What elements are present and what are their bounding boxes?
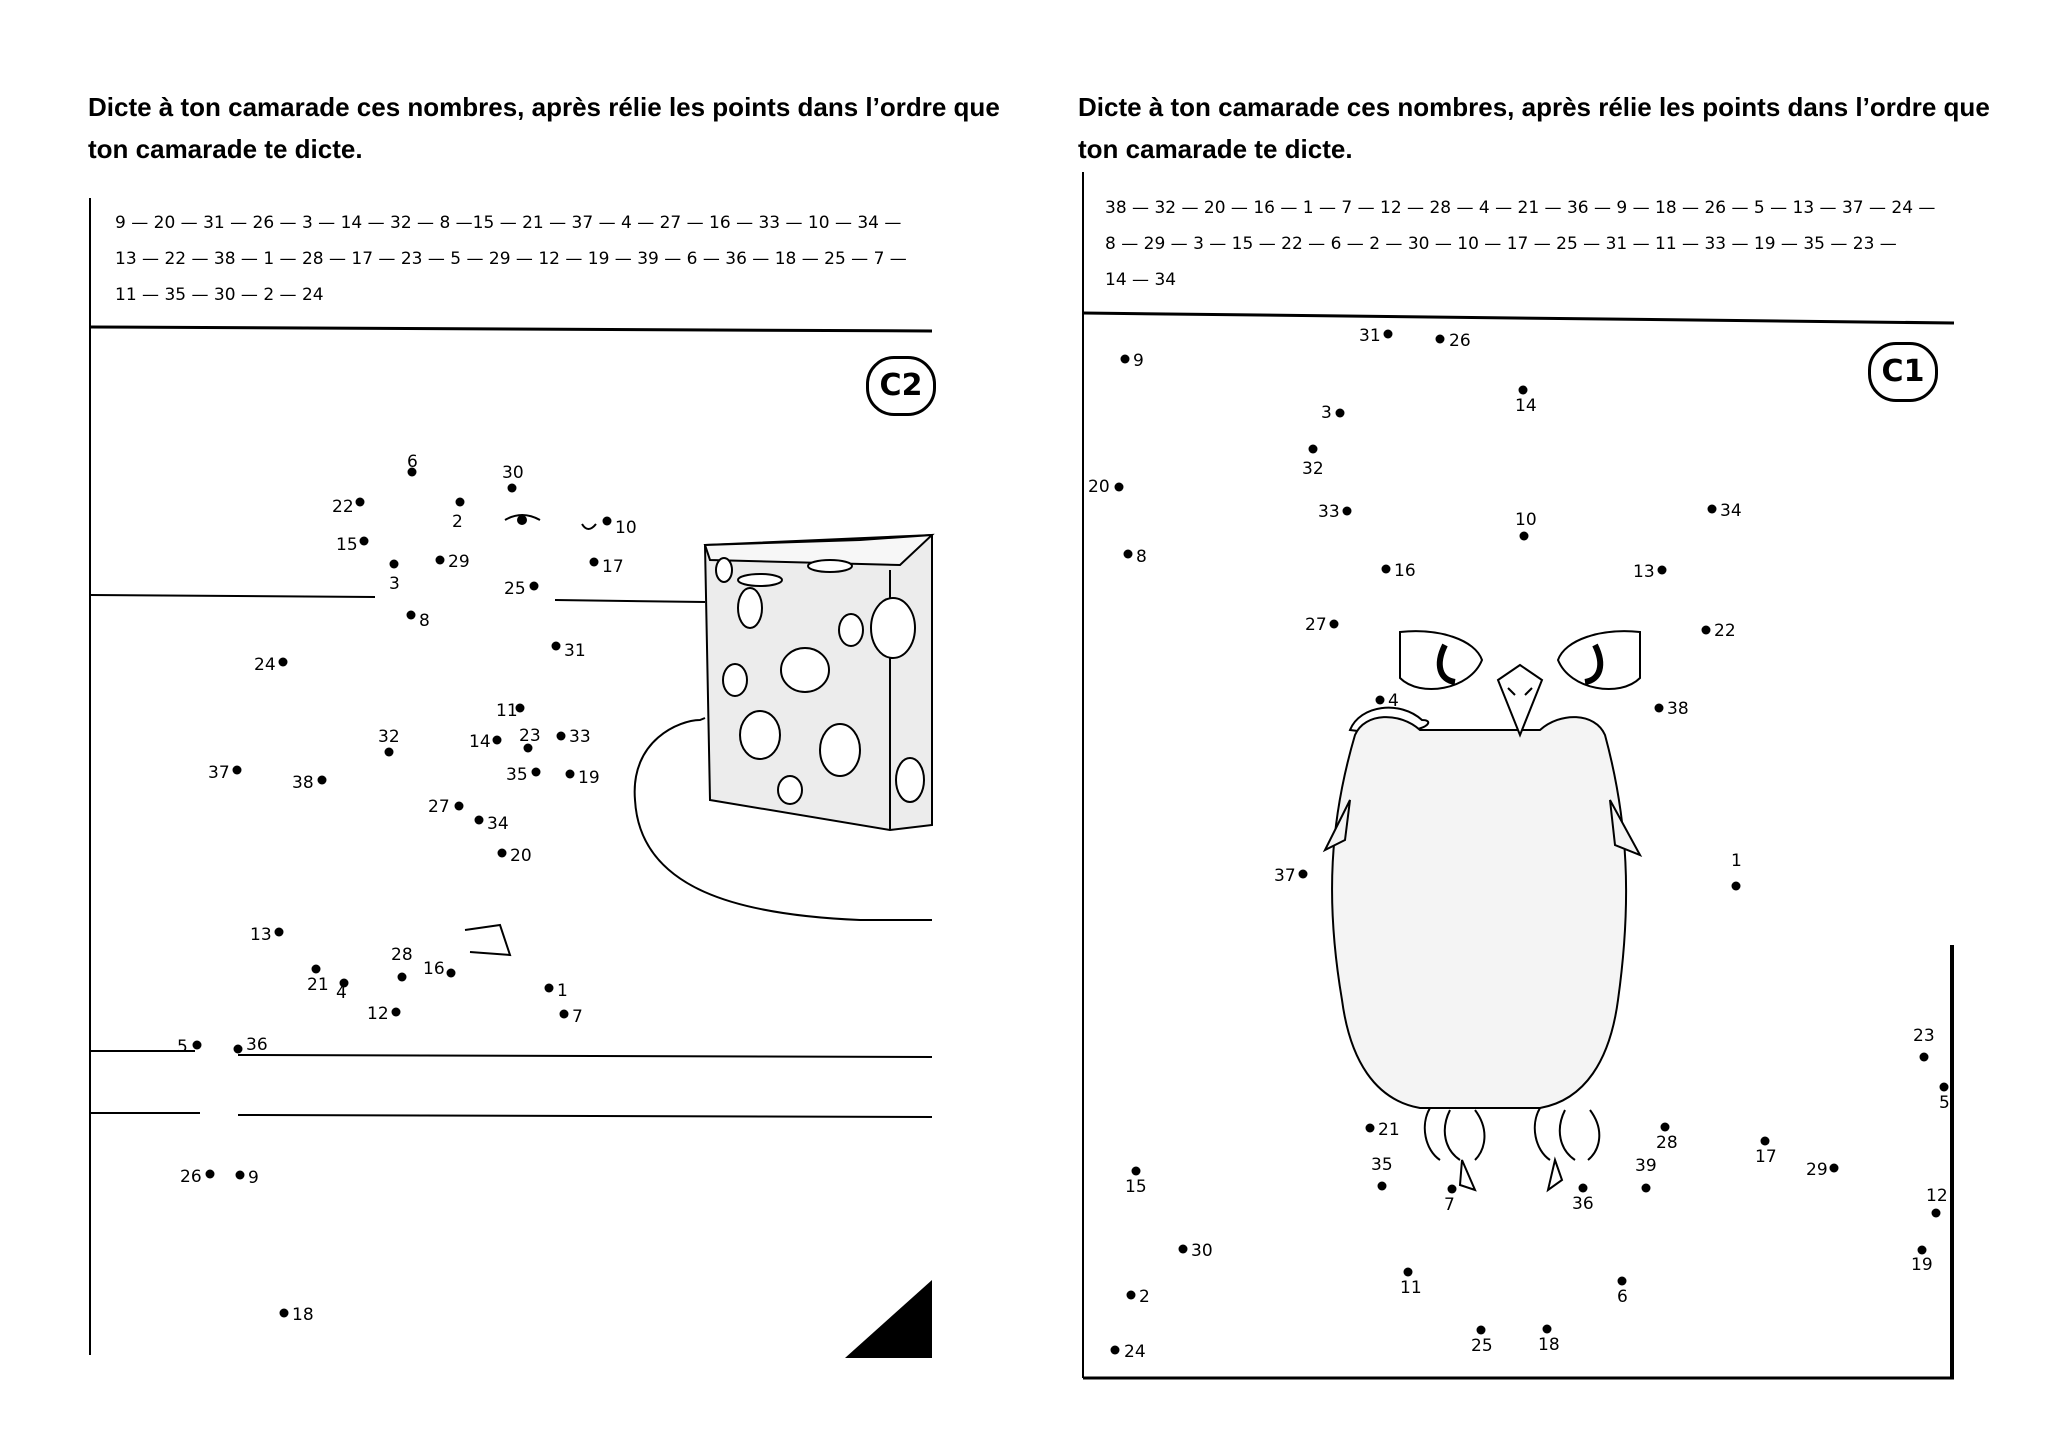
dot (1477, 1326, 1486, 1335)
dot (1127, 1291, 1136, 1300)
dot-label: 38 (292, 773, 314, 793)
dot-label: 16 (423, 959, 445, 979)
dot (1436, 335, 1445, 344)
dot (1366, 1124, 1375, 1133)
dot (1920, 1053, 1929, 1062)
dot-label: 20 (1088, 477, 1110, 497)
dot-label: 28 (391, 945, 413, 965)
dot (312, 965, 321, 974)
dot-label: 39 (1635, 1156, 1657, 1176)
dot (603, 517, 612, 526)
dot (475, 816, 484, 825)
dot-label: 1 (1731, 851, 1742, 871)
dot-label: 32 (378, 727, 400, 747)
dot-label: 9 (248, 1168, 259, 1188)
dot-label: 33 (569, 727, 591, 747)
sheet-badge-right: C1 (1868, 342, 1938, 402)
dot-label: 35 (1371, 1155, 1393, 1175)
dot (552, 642, 561, 651)
dot-label: 25 (1471, 1336, 1493, 1356)
dot (456, 498, 465, 507)
dot-label: 36 (1572, 1194, 1594, 1214)
dot-label: 20 (510, 846, 532, 866)
dot (356, 498, 365, 507)
sequence-line: 38 — 32 — 20 — 16 — 1 — 7 — 12 — 28 — 4 — 21 — 36 — 9 — 18 — 26 — 5 — 13 — 37 — 24 — (1105, 198, 1936, 218)
dot (1618, 1277, 1627, 1286)
dot (390, 560, 399, 569)
sequence-line: 8 — 29 — 3 — 15 — 22 — 6 — 2 — 30 — 10 — 17 — 25 — 31 — 11 — 33 — 19 — 35 — 23 — (1105, 234, 1897, 254)
dot-label: 27 (428, 797, 450, 817)
dot-label: 25 (504, 579, 526, 599)
dot (545, 984, 554, 993)
dot (280, 1309, 289, 1318)
dot-label: 24 (254, 655, 276, 675)
sequence-line: 14 — 34 (1105, 270, 1177, 290)
dot (392, 1008, 401, 1017)
dot (566, 770, 575, 779)
dot-label: 28 (1656, 1133, 1678, 1153)
dot-label: 5 (177, 1037, 188, 1057)
dot-label: 12 (1926, 1186, 1948, 1206)
dot-label: 5 (1939, 1093, 1950, 1113)
dot (493, 736, 502, 745)
dot-label: 19 (1911, 1255, 1933, 1275)
dot (1519, 386, 1528, 395)
dot (1179, 1245, 1188, 1254)
dot-label: 2 (452, 512, 463, 532)
dot-label: 30 (1191, 1241, 1213, 1261)
dot-label: 34 (1720, 501, 1742, 521)
owl-drawing (1325, 631, 1640, 1190)
dot-label: 3 (389, 574, 400, 594)
dot (498, 849, 507, 858)
dot (206, 1170, 215, 1179)
dot (398, 973, 407, 982)
dot (275, 928, 284, 937)
dot (1115, 483, 1124, 492)
dot-label: 21 (307, 975, 329, 995)
dot (1543, 1325, 1552, 1334)
dot-label: 7 (1444, 1195, 1455, 1215)
dot (1336, 409, 1345, 418)
dot-label: 15 (1125, 1177, 1147, 1197)
dot-label: 6 (407, 452, 418, 472)
dot (1579, 1184, 1588, 1193)
dot (1520, 532, 1529, 541)
dot-label: 30 (502, 463, 524, 483)
dot-label: 21 (1378, 1120, 1400, 1140)
dot-label: 9 (1133, 351, 1144, 371)
dot (234, 1045, 243, 1054)
dot (436, 556, 445, 565)
dot-label: 12 (367, 1004, 389, 1024)
dot (233, 766, 242, 775)
dot-label: 23 (519, 726, 541, 746)
corner-triangle (845, 1280, 932, 1358)
dots-left (193, 468, 612, 1318)
dot-label: 29 (448, 552, 470, 572)
dot-label: 22 (332, 497, 354, 517)
dot (1448, 1185, 1457, 1194)
dot-label: 38 (1667, 699, 1689, 719)
dot (1111, 1346, 1120, 1355)
dot (1761, 1137, 1770, 1146)
dot (1708, 505, 1717, 514)
dot (560, 1010, 569, 1019)
dot-label: 14 (469, 732, 491, 752)
dot (385, 748, 394, 757)
instruction-right: Dicte à ton camarade ces nombres, après rélie les points dans l’ordre que ton camarade te dicte. (1078, 92, 1990, 164)
dot-label: 37 (208, 763, 230, 783)
sheet-badge-left: C2 (866, 356, 936, 416)
dot-label: 2 (1139, 1287, 1150, 1307)
dot-label: 15 (336, 535, 358, 555)
dot (318, 776, 327, 785)
dot (1382, 565, 1391, 574)
dot-label: 24 (1124, 1342, 1146, 1362)
dot-label: 33 (1318, 502, 1340, 522)
dot (532, 768, 541, 777)
dot-label: 4 (1388, 691, 1399, 711)
dot-label: 18 (292, 1305, 314, 1325)
dot-label: 19 (578, 768, 600, 788)
dot-label: 8 (1136, 547, 1147, 567)
cheese-drawing (705, 535, 932, 830)
dot-label: 7 (572, 1007, 583, 1027)
dot-label: 4 (336, 983, 347, 1003)
dot (1940, 1083, 1949, 1092)
dot (407, 611, 416, 620)
dot (1378, 1182, 1387, 1191)
dot (1642, 1184, 1651, 1193)
dot (1132, 1167, 1141, 1176)
dot (1124, 550, 1133, 559)
dot (455, 802, 464, 811)
dot-label: 37 (1274, 866, 1296, 886)
dot-label: 23 (1913, 1026, 1935, 1046)
dot (530, 582, 539, 591)
sequence-line: 13 — 22 — 38 — 1 — 28 — 17 — 23 — 5 — 29 — 12 — 19 — 39 — 6 — 36 — 18 — 25 — 7 — (115, 249, 907, 269)
dot-label: 36 (246, 1035, 268, 1055)
dot (1121, 355, 1130, 364)
dot-label: 13 (1633, 562, 1655, 582)
sequence-line: 9 — 20 — 31 — 26 — 3 — 14 — 32 — 8 —15 — 21 — 37 — 4 — 27 — 16 — 33 — 10 — 34 — (115, 213, 902, 233)
dot (193, 1041, 202, 1050)
dot-label: 29 (1806, 1160, 1828, 1180)
dot (557, 732, 566, 741)
dot (1309, 445, 1318, 454)
dot-label: 35 (506, 765, 528, 785)
dot-label: 13 (250, 925, 272, 945)
dot (1384, 330, 1393, 339)
dot-labels-left (177, 452, 637, 1325)
dot-label: 17 (1755, 1147, 1777, 1167)
dot-label: 10 (615, 518, 637, 538)
dot-label: 26 (1449, 331, 1471, 351)
dot (1702, 626, 1711, 635)
dot-label: 16 (1394, 561, 1416, 581)
dot-label: 10 (1515, 510, 1537, 530)
dot (590, 558, 599, 567)
dot (360, 537, 369, 546)
dot-label: 3 (1321, 403, 1332, 423)
dot (1830, 1164, 1839, 1173)
dot-label: 26 (180, 1167, 202, 1187)
dot-label: 31 (1359, 326, 1381, 346)
dot-label: 34 (487, 814, 509, 834)
dot-label: 17 (602, 557, 624, 577)
dot (1732, 882, 1741, 891)
dot (279, 658, 288, 667)
instruction-left: Dicte à ton camarade ces nombres, après rélie les points dans l’ordre que ton camarade te dicte. (88, 92, 1000, 164)
dot-label: 14 (1515, 396, 1537, 416)
dot-label: 31 (564, 641, 586, 661)
dot-label: 8 (419, 611, 430, 631)
dot-label: 32 (1302, 459, 1324, 479)
dot (1376, 696, 1385, 705)
dot-label: 22 (1714, 621, 1736, 641)
dot-label: 1 (557, 981, 568, 1001)
dot (508, 484, 517, 493)
dot-label: 11 (1400, 1278, 1422, 1298)
dot (1918, 1246, 1927, 1255)
dot-label: 11 (496, 701, 518, 721)
dot (1655, 704, 1664, 713)
dot-label: 6 (1617, 1287, 1628, 1307)
dot (1932, 1209, 1941, 1218)
dot (1661, 1123, 1670, 1132)
dot-label: 18 (1538, 1335, 1560, 1355)
dot (236, 1171, 245, 1180)
dot-label: 27 (1305, 615, 1327, 635)
dot (447, 969, 456, 978)
dot (1658, 566, 1667, 575)
dot (1343, 507, 1352, 516)
sequence-line: 11 — 35 — 30 — 2 — 24 (115, 285, 324, 305)
dot (1404, 1268, 1413, 1277)
dot (1299, 870, 1308, 879)
dot (1330, 620, 1339, 629)
